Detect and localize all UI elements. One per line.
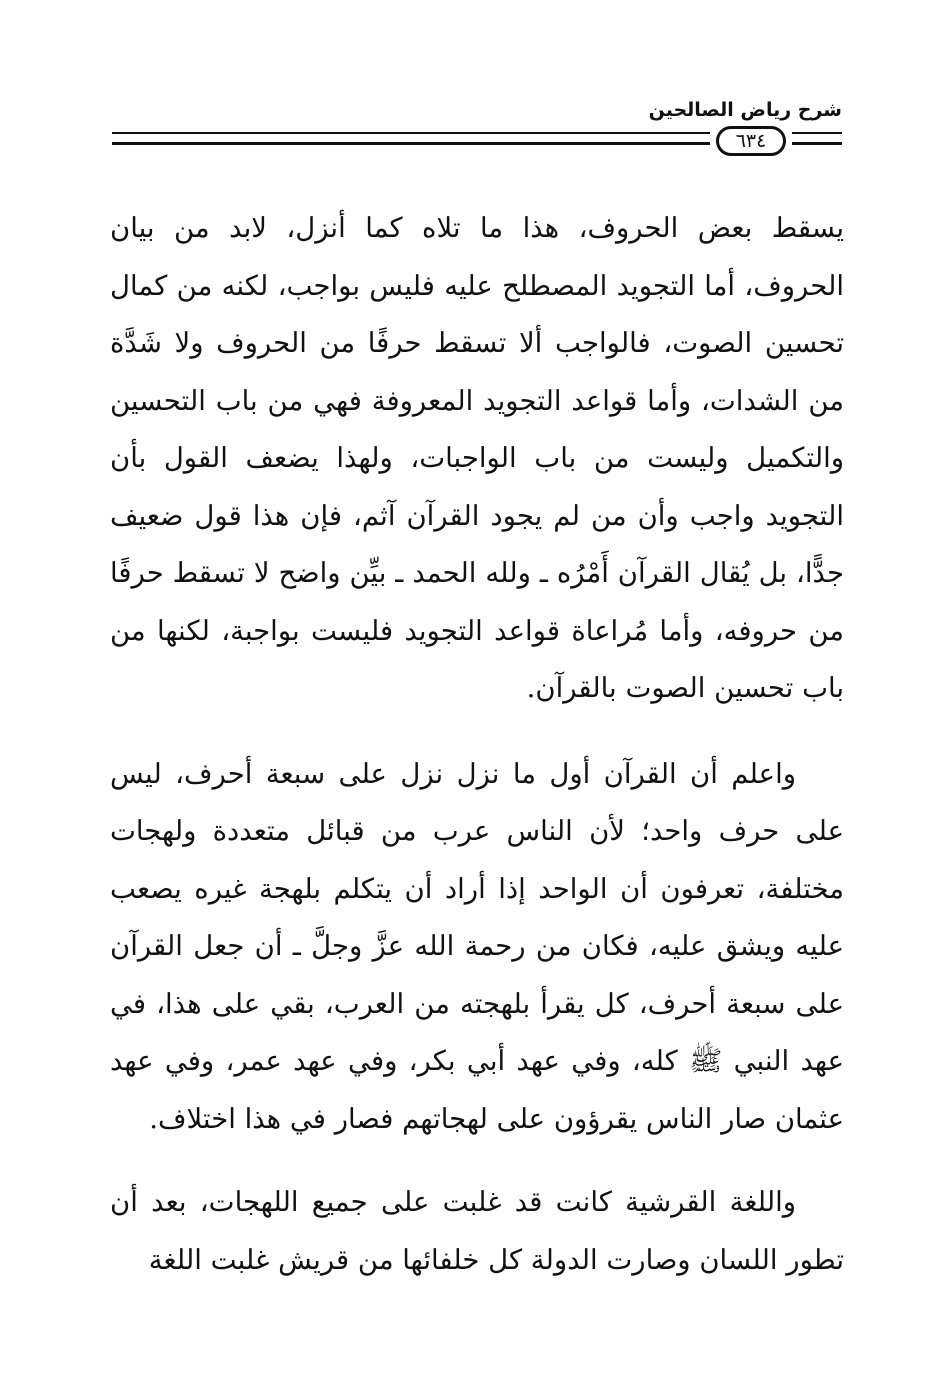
paragraph-2: واعلم أن القرآن أول ما نزل نزل على سبعة أحرف، ليس على حرف واحد؛ لأن الناس عرب من قبائل متعددة ولهجات مختلفة، تعرفون أن الواحد إذا أراد أن يتكلم بلهجة غيره يصعب عليه ويشق عليه، فكان من رحمة الله عزَّ وجلَّ ـ أن جعل القرآن على سبعة أحرف، كل يقرأ بلهجته من العرب، بقي على هذا، في عهد النبي ﷺ كله، وفي عهد أبي بكر، وفي عهد عمر، وفي عهد عثمان صار الناس يقرؤون على لهجاتهم فصار في هذا اختلاف. xyxy=(110,757,844,1135)
page-body xyxy=(110,200,844,1289)
page-number: ٦٣٤ xyxy=(716,126,786,156)
header-rule-top-left xyxy=(112,132,710,134)
header-rule-bottom-right xyxy=(792,142,842,145)
running-title: شرح رياض الصالحين xyxy=(648,99,842,121)
page-header xyxy=(112,92,842,162)
paragraph-3: واللغة القرشية كانت قد غلبت على جميع اللهجات، بعد أن تطور اللسان وصارت الدولة كل خلفائها من قريش غلبت اللغة xyxy=(110,1186,844,1276)
header-rule-bottom-left xyxy=(112,142,710,145)
paragraph-1: يسقط بعض الحروف، هذا ما تلاه كما أنزل، لابد من بيان الحروف، أما التجويد المصطلح عليه فليس بواجب، لكنه من كمال تحسين الصوت، فالواجب ألا تسقط حرفًا من الحروف ولا شَدَّة من الشدات، وأما قواعد التجويد المعروفة فهي من باب التحسين والتكميل وليست من باب الواجبات، ولهذا يضعف القول بأن التجويد واجب وأن من لم يجود القرآن آثم، فإن هذا قول ضعيف جدًّا، بل يُقال القرآن أَمْرُه ـ ولله الحمد ـ بيِّن واضح لا تسقط حرفًا من حروفه، وأما مُراعاة قواعد التجويد فليست بواجبة، لكنها من باب تحسين الصوت بالقرآن. xyxy=(110,212,844,704)
header-rule-top-right xyxy=(792,132,842,134)
